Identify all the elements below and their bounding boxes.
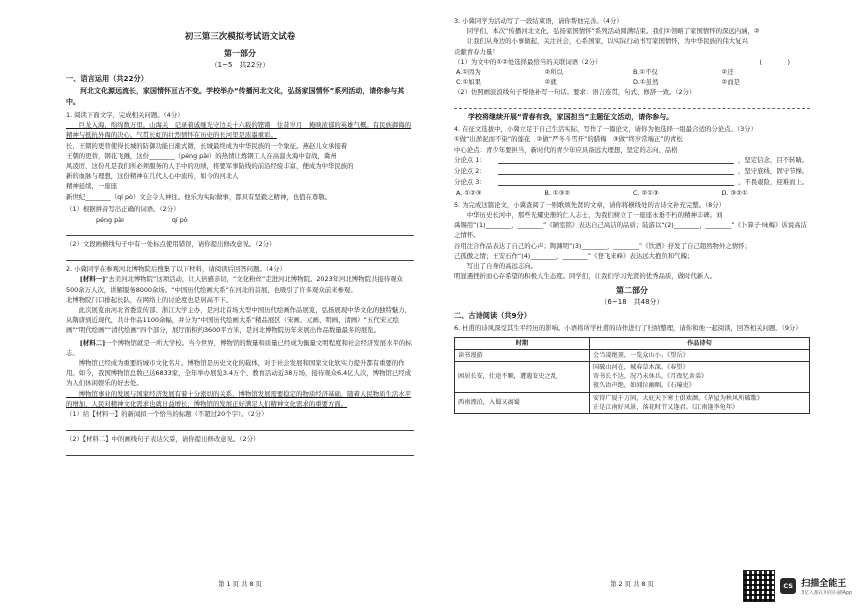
pinyin-1: péng pài [96,216,124,225]
question-5-text: 中华历史长河中，那些光耀史册的仁人志士，为我们树立了一座座永垂不朽的精神丰碑。刘 [454,211,723,220]
page-footer: 第 2 页 共 8 页 [610,580,654,588]
poem-line: 国破山河在，城春草木深。《春望》 [592,364,689,372]
question-3-sub-1-text: （1）为文中的①②处选择最恰当的关联词语（2分） [454,57,602,66]
question-1-sub-2: （2）文段画横线句子中有一处标点使用错误，请你提出修改意见。（2分） [66,240,276,249]
pinyin-2: qí pò [171,216,188,225]
material-two-para-3: 博物馆事业的发展与国家经济发展有着十分密切的关系，博物馆发展需要稳定的物质经济基础，随着人民物质生活水平的增加，人民对精神文化需求也就日益增长，博物馆的发展正好满足人们精神文化需求的重要方面。 [66,389,412,408]
answer-line[interactable] [66,252,414,261]
sub-point-label: 分论点 2： [454,166,486,175]
question-1: 1. 阅读下面文字，完成相关问题。（4分） [66,111,184,119]
material-two-para-2: 博物馆已经成为重要的城市文化名片。博物馆是历史文化的载体，对于社会发展和国家文化软实力提升都有重要的作用。如今，我国博物馆总数已达6833家，全年举办展览3.4万个、教育活动近38万场，接待观众6.4亿人次，博物馆已经成为人们休闲娱乐的好去处。 [66,359,412,388]
material-one-label: [材料一] [80,275,106,284]
option[interactable]: ②所以 [544,68,564,77]
part-two-score: （6~18 共48分） [600,298,664,307]
poem-table [454,337,810,414]
option[interactable]: ②就 [544,78,557,87]
question-2-sub-2: （2）【材料二】中的画线句子表达欠妥，请你提出修改意见。（2分） [66,435,260,444]
answer-line[interactable] [66,447,414,456]
passage-line: 巨龙入海，绵绵数万里。山海关 记录着戚继光守边关十六载的铿锵 往昔岁月 掩映浓郁的英雄气概。有民族御侮的精神与抵抗外侮的决心。气贯长虹的壮烈情怀在历史的长河里是浓墨重彩。 [66,121,412,140]
exam-page-2 [440,0,824,608]
question-3-sub-1 [454,57,810,67]
material-two-label: [材料二] [80,338,106,347]
material-one-text: “去美河北博物院”这项活动，让人倍感亲切，“文化粉丝”走进河北博物院。2023年河北博物院共接待观众500余万人次，讲解服务8000余场。“中国历代绘画大系”在河北的首展，也吸引了许多观众前来参观。 [66,275,403,294]
table-row [455,349,810,361]
question-2: 2. 小冀同学在参观河北博物院后搜集了以下材料，请阅读后回答问题。（4分） [66,265,286,274]
sub-point-end: ，坚守底线，固守节操。 [738,166,809,175]
option[interactable]: A.①因为 [456,68,481,77]
option[interactable]: ②还 [721,68,734,77]
sub-point-end: ，坚定信念，目不转睛。 [738,155,809,164]
sub-point-row [454,155,810,166]
question-3-passage: 让我们从身边的小事做起，关注社会，心系国家，以实际行动书写家国情怀，为中华民族的伟大复兴 [454,37,748,46]
option[interactable]: B.①不仅 [633,68,658,77]
material-one [66,274,414,294]
option[interactable]: D. ③②① [721,188,748,197]
table-row [455,362,810,393]
period-cell: 困居长安，仕途不顺，遭遇安史之乱 [455,362,590,393]
question-4: 4. 在征文选拔中，小冀立足于自己生活实际，写作了一篇论文，请你为他选择一组最合适的分论点。（3分） [454,125,757,134]
poem-line: 夜久语声绝，如闻泣幽咽。《石壕吏》 [592,382,695,390]
option[interactable]: C.①如果 [456,78,482,87]
answer-line[interactable] [66,227,414,236]
question-3-sub-2: （2）仿照画波浪线句子帮他补写一句话。要求：语言连贯，句式、修辞一致。（2分） [454,88,696,97]
table-header: 时期 [455,337,590,349]
question-5: 5. 为完成这篇论文，小冀查阅了一则歌颂先贤的文章，请你将横线处的古诗文补充完整。（8分） [454,200,726,209]
poem-cell [589,392,809,413]
table-header: 作品诗句 [589,337,809,349]
sub-point-label: 分论点 3： [454,177,486,186]
pinyin-row [66,216,414,224]
qr-code-icon [743,570,775,602]
sub-point-blank[interactable] [498,166,734,175]
material-two-text: 一个博物馆就是一所大学校。当今世界，博物馆的数量和质量已经成为衡量文明程度和社会经济发展水平的标志。 [66,338,412,357]
activity-two-intro: 学校将继续开展“青春有我，家国担当”主题征文活动，请你参与。 [468,113,674,122]
passage-line: 风凌厉，这份凡是我们所必须服务的人手中的功绩，将要军事防线的前沿经验丰富，便成为中华民族的 [66,162,354,171]
option[interactable]: B. ①③② [544,188,571,197]
material-one-para-2: 此次展览由河北省委宣传部、浙江大学主办，是河北首场大型中国历代绘画作品展览，弘扬展现中华文化的独特魅力，从隋唐到近现代，共计作品1100余幅，并分为“中国历代绘画大系”精品展区（宋画、元画、明画、清画）“五代宋元绘画”“明代绘画”“清代绘画”四个部分，展厅面积约3600平方米，是河北博物院历年来展出作品数量最多的展览。 [66,306,412,335]
exam-title: 初三第三次模拟考试语文试卷 [184,32,296,42]
section-language-use: 一、语言运用（共22分） [66,74,148,83]
poem-cell [589,362,809,393]
section-poetry: 二、古诗阅读（共9分） [454,311,531,321]
poem-line: 安得广厦千万间，大庇天下寒士俱欢颜。《茅屋为秋风所破歌》 [592,394,764,402]
camscanner-logo-icon: CS [780,578,796,594]
question-4-options [454,188,810,198]
question-5-text: 禹锡用“(1)________，________”《陋室铭》表达自己高洁的品质；陆游以“(2)________，________”《卜算子·咏梅》诉说高洁之情怀。 [454,221,807,240]
part-one-score: （1~5 共22分） [210,61,270,69]
question-4-lead: ①做“出淤泥而不染”的莲花 ②做“严冬斗雪开”的腊梅 ③做“终岁常端正”的青松 [454,135,683,144]
sub-point-row [454,177,810,188]
poem-line: 寄书长不达，况乃未休兵。《月夜忆舍弟》 [592,373,708,381]
sub-point-label: 分论点 1： [454,155,486,164]
question-2-sub-1: （1）给【材料一】的新闻拟一个恰当的标题（不超过20个字）。（2分） [66,410,268,419]
answer-line[interactable] [454,100,810,109]
poem-line: 会当凌绝顶，一览众山小。《望岳》 [592,351,689,359]
question-3-options [454,67,810,87]
scanner-tagline: 3亿人都在用的扫描App [801,591,852,596]
option[interactable]: D.①虽然 [633,78,659,87]
sub-point-row [454,166,810,177]
table-row [455,392,810,413]
passage-line: 新世纪________（qí pò）文会令人神往。他乐为实际做事，都具有坚毅之精神，也值在尊敬。 [66,192,332,201]
question-5-text: 己孤傲之情；王安石作“(4)________，________”《登飞来峰》表达远大抱负和气魄； [454,251,694,260]
poem-cell [589,349,809,361]
question-1-sub-1: （1）根据拼音写出正确的词语。（2分） [66,204,180,213]
period-cell: 西南漂泊，入蜀又离蜀 [455,392,590,413]
material-one-tail: 北博物院门口排起长队，在网络上的讨论度也是居高不下。 [66,295,233,304]
material-two [66,338,414,358]
option[interactable]: C. ②①③ [633,188,659,197]
question-3-passage: 贡献青春力量！ [454,47,499,56]
question-6: 6. 杜甫的诗风深受其生平经历的影响。小语将所学杜甫的诗作进行了归纳整理，请你和他一起阅读，回答相关问题。（9分） [454,324,802,333]
passage-line: 精神延续，一座座 [66,182,118,191]
question-5-text: 写出了自身的高远志向。 [454,262,538,271]
question-4-theme: 中心论点：青少年要担当，新时代的青少年应具备远大理想、坚定的志向、品格 [454,145,678,154]
question-3: 3. 小冀同学为活动写了一段结束语，请你帮他完善。（4分） [454,17,623,25]
passage-line: 王朝的更替，钢花飞溅，这份________（péng pài）的热情让炼钢工人在高温火海中奋战，冀州 [66,151,337,160]
scanner-brand [801,576,852,596]
answer-bracket[interactable]: ( ) [759,57,790,66]
scanner-badge [743,570,852,602]
passage-line: 新的血脉与理想，这份精神在几代人心中流传，如今的河北人 [66,172,239,181]
scanner-name: 扫描全能王 [801,579,847,589]
activity-intro: 河北文化源远流长，家国情怀亘古不变。学校举办“传播河北文化，弘扬家国情怀”系列活动，请你参与其中。 [66,87,405,106]
sub-point-blank[interactable] [498,155,734,164]
answer-line[interactable] [66,422,414,431]
option[interactable]: ②而是 [721,78,741,87]
sub-point-end: ，不畏艰险，迎难而上。 [738,177,809,186]
exam-page-1 [52,0,428,608]
page-footer: 第 1 页 共 8 页 [218,580,262,588]
passage-line: 长，王朝的更替使得长城的防御功能日渐式微，长城最终成为中华民族的一个象征。燕赵儿女承接着 [66,141,348,150]
sub-point-blank[interactable] [498,177,734,186]
part-one-title: 第一部分 [224,49,256,58]
option[interactable]: A. ①②③ [456,188,482,197]
question-5-text: 谷用注合作品表达了自己的心声；陶渊明“(3)________，________”《饮酒》抒发了自己超然物外之情怀； [454,241,751,250]
sub-points [454,155,810,188]
poem-line: 正是江南好风景，落花时节又逢君。《江南逢李龟年》 [592,403,739,411]
period-cell: 读书漫游 [455,349,590,361]
part-two-title: 第二部分 [616,286,648,296]
question-3-passage: 同学们，本次“传播河北文化，弘扬家国情怀”系列活动圆满结束。我们①领略了家国情怀的深远内涵，② [454,27,760,36]
question-5-text: 明显遇挫折而心存希望的积极人生态度。同学们，让我们学习先贤的优秀品质，做时代新人。 [454,272,717,281]
